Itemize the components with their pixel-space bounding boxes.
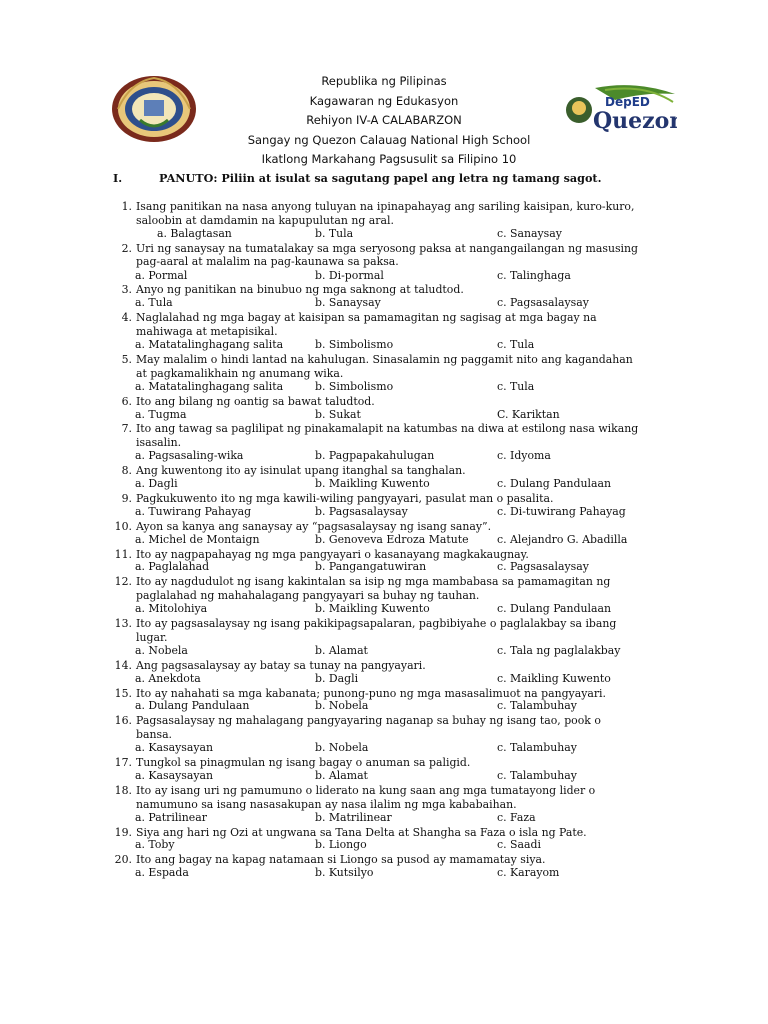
question-number: 16. <box>114 714 132 728</box>
answer-options <box>157 227 717 241</box>
option-c: c. Tala ng paglalakbay <box>497 643 621 657</box>
question-text <box>136 464 696 478</box>
answer-options <box>135 533 695 547</box>
question-text-line: Pagkukuwento ito ng mga kawili-wiling pangyayari, pasulat man o pasalita. <box>136 491 554 505</box>
option-a: a. Tugma <box>135 407 187 421</box>
answer-options <box>135 644 695 658</box>
answer-options <box>135 477 695 491</box>
option-c: c. Pagsasalaysay <box>497 560 589 574</box>
question-text <box>136 714 696 742</box>
question-text-line: Isang panitikan na nasa anyong tuluyan na ipinapahayag ang sariling kaisipan, kuro-kuro, <box>136 200 635 213</box>
question-text-line: Ang kuwentong ito ay isinulat upang itanghal sa tanghalan. <box>136 464 466 478</box>
option-c: c. Tula <box>497 338 535 351</box>
question-number: 11. <box>114 547 132 561</box>
question-text-line: Ang pagsasalaysay ay batay sa tunay na pangyayari. <box>136 658 426 672</box>
question-number: 17. <box>114 756 132 769</box>
question-text-line: Siya ang hari ng Ozi at ungwana sa Tana Delta at Shangha sa Faza o isla ng Pate. <box>136 825 587 839</box>
option-a: a. Toby <box>135 838 175 852</box>
option-a: a. Paglalahad <box>135 560 210 574</box>
option-b: b. Simbolismo <box>315 338 394 351</box>
answer-options <box>135 672 695 686</box>
question-text <box>136 311 696 339</box>
question-text <box>136 242 696 270</box>
question-text <box>136 784 696 812</box>
question-text <box>136 422 696 450</box>
option-b: b. Kutsilyo <box>315 866 374 880</box>
instruction-number: I. <box>113 171 123 185</box>
option-a: a. Dulang Pandulaan <box>135 699 250 713</box>
question-text <box>136 659 696 673</box>
question-text <box>136 492 696 506</box>
option-c: c. Talambuhay <box>497 768 577 782</box>
option-c: c. Di-tuwirang Pahayag <box>497 504 626 518</box>
question-number: 1. <box>121 200 132 213</box>
question-number: 20. <box>114 853 132 867</box>
question-text <box>136 520 696 534</box>
option-b: b. Genoveva Edroza Matute <box>315 532 469 546</box>
question-text <box>136 395 696 409</box>
option-b: b. Simbolismo <box>315 379 394 393</box>
option-b: b. Sukat <box>315 407 361 421</box>
question-text-line: Ito ay nagdudulot ng isang kakintalan sa isip ng mga mambabasa sa pamamagitan ng <box>136 575 611 589</box>
question-text <box>136 200 696 228</box>
question-text-line: bansa. <box>136 728 173 742</box>
option-c: c. Talambuhay <box>497 699 577 713</box>
answer-options <box>135 866 695 880</box>
option-c: c. Tula <box>497 379 535 393</box>
question-text <box>136 826 696 840</box>
option-c: c. Talambuhay <box>497 741 577 755</box>
answer-options <box>135 560 695 574</box>
question-text-line: May malalim o hindi lantad na kahulugan. Sinasalamin ng paggamit nito ang kagandahan <box>136 352 633 366</box>
header-line-school: Sangay ng Quezon Calauag National High School <box>247 132 531 147</box>
option-a: a. Tuwirang Pahayag <box>135 504 252 518</box>
option-a: a. Nobela <box>135 643 188 657</box>
question-number: 19. <box>114 825 132 839</box>
deped-wordmark: DepED <box>605 95 650 109</box>
question-text <box>136 353 696 381</box>
option-a: a. Patrilinear <box>135 810 207 824</box>
question-number: 3. <box>121 283 132 297</box>
answer-options <box>135 449 695 463</box>
question-text-line: Ito ay nagpapahayag ng mga pangyayari o kasanayang magkakaugnay. <box>136 547 529 561</box>
answer-options <box>135 338 695 352</box>
question-text-line: saloobin at damdamin na kapupulutan ng aral. <box>136 213 394 227</box>
option-a: a. Matatalinghagang salita <box>135 379 284 393</box>
header-line-republic: Republika ng Pilipinas <box>321 74 447 88</box>
question-text <box>136 548 696 562</box>
question-text-line: Ayon sa kanya ang sanaysay ay “pagsasalaysay ng isang sanay”. <box>136 519 492 533</box>
option-a: a. Espada <box>135 866 189 880</box>
option-a: a. Anekdota <box>135 671 201 685</box>
option-b: b. Nobela <box>315 699 369 713</box>
option-a: a. Kasaysayan <box>135 768 214 782</box>
question-text-line: Anyo ng panitikan na binubuo ng mga saknong at taludtod. <box>136 283 464 297</box>
question-number: 6. <box>121 394 132 408</box>
option-a: a. Pormal <box>135 268 188 282</box>
question-number: 18. <box>114 783 132 797</box>
answer-options <box>135 505 695 519</box>
question-text <box>136 617 696 645</box>
instruction-text: PANUTO: Piliin at isulat sa sagutang papel ang letra ng tamang sagot. <box>159 171 602 185</box>
question-text-line: mahiwaga at metapisikal. <box>136 324 278 338</box>
question-text-line: Ito ay pagsasalaysay ng isang pakikipagsapalaran, pagbibiyahe o paglalakbay sa ibang <box>136 617 617 630</box>
question-number: 15. <box>114 686 132 700</box>
answer-options <box>135 269 695 283</box>
answer-options <box>135 296 695 310</box>
question-text-line: Ito ang tawag sa paglilipat ng pinakamalapit na katumbas na diwa at estilong nasa wikang <box>136 422 639 436</box>
document-header <box>0 72 768 170</box>
option-b: b. Matrilinear <box>315 810 392 824</box>
option-b: b. Pangangatuwiran <box>315 560 427 574</box>
option-c: c. Talinghaga <box>497 268 571 282</box>
option-b: b. Liongo <box>315 838 367 852</box>
option-a: a. Tula <box>135 296 173 310</box>
option-c: c. Maikling Kuwento <box>497 671 611 685</box>
question-number: 12. <box>114 575 132 589</box>
question-text <box>136 575 696 603</box>
question-text <box>136 853 696 867</box>
answer-options <box>135 380 695 394</box>
question-text-line: pag-aaral at malalim na pag-kaunawa sa paksa. <box>136 255 399 269</box>
option-b: b. Pagsasalaysay <box>315 504 408 518</box>
option-c: c. Alejandro G. Abadilla <box>497 532 628 546</box>
option-a: a. Pagsasaling-wika <box>135 449 244 463</box>
question-number: 2. <box>121 241 132 255</box>
option-b: b. Nobela <box>315 741 369 755</box>
question-number: 5. <box>121 352 132 366</box>
option-a: a. Michel de Montaign <box>135 532 260 546</box>
question-text-line: Ito ay nahahati sa mga kabanata; punong-puno ng mga masasalimuot na pangyayari. <box>136 686 606 700</box>
header-line-region: Rehiyon IV-A CALABARZON <box>306 113 462 128</box>
question-number: 14. <box>114 658 132 672</box>
option-a: a. Dagli <box>135 477 178 490</box>
option-b: b. Alamat <box>315 768 368 782</box>
answer-options <box>135 811 695 825</box>
question-text-line: namumuno sa isang nasasakupan ay nasa ilalim ng mga kababaihan. <box>136 797 517 811</box>
question-text-line: Ito ay isang uri ng pamumuno o liderato na kung saan ang mga tumatayong lider o <box>136 783 596 797</box>
option-a: a. Balagtasan <box>157 226 232 240</box>
header-line-department: Kagawaran ng Edukasyon <box>309 93 459 108</box>
option-b: b. Di-pormal <box>315 268 384 282</box>
option-b: b. Maikling Kuwento <box>315 602 430 616</box>
option-c: c. Karayom <box>497 866 560 880</box>
option-a: a. Kasaysayan <box>135 741 214 755</box>
option-c: C. Kariktan <box>497 407 560 421</box>
question-text-line: Ito ang bilang ng oantig sa bawat taludtod. <box>136 394 375 408</box>
answer-options <box>135 408 695 422</box>
question-text-line: Ito ang bagay na kapag natamaan si Liongo sa pusod ay mamamatay siya. <box>136 853 546 867</box>
question-number: 13. <box>114 617 132 630</box>
question-number: 9. <box>121 491 132 505</box>
option-c: c. Pagsasalaysay <box>497 296 589 310</box>
question-number: 8. <box>121 464 132 478</box>
question-text <box>136 283 696 297</box>
header-line-exam-title: Ikatlong Markahang Pagsusulit sa Filipino 10 <box>261 152 517 167</box>
question-text-line: paglalahad ng mahahalagang pangyayari sa buhay ng tauhan. <box>136 589 480 603</box>
question-text-line: lugar. <box>136 630 168 644</box>
question-text-line: Uri ng sanaysay na tumatalakay sa mga seryosong paksa at nangangailangan ng masusing <box>136 241 639 255</box>
option-b: b. Maikling Kuwento <box>315 477 430 490</box>
question-text-line: at pagkamalikhain ng anumang wika. <box>136 366 344 380</box>
option-b: b. Alamat <box>315 643 368 657</box>
quezon-wordmark: Quezon <box>593 108 677 134</box>
question-text-line: Naglalahad ng mga bagay at kaisipan sa pamamagitan ng sagisag at mga bagay na <box>136 311 597 325</box>
question-text-line: isasalin. <box>136 436 182 450</box>
option-b: b. Tula <box>315 226 354 240</box>
option-c: c. Dulang Pandulaan <box>497 477 612 490</box>
answer-options <box>135 838 695 852</box>
option-c: c. Saadi <box>497 838 541 852</box>
question-number: 10. <box>114 519 132 533</box>
question-text <box>136 687 696 701</box>
answer-options <box>135 602 695 616</box>
question-text-line: Pagsasalaysay ng mahalagang pangyayaring naganap sa buhay ng isang tao, pook o <box>136 714 601 728</box>
question-text <box>136 756 696 770</box>
answer-options <box>135 741 695 755</box>
option-c: c. Sanaysay <box>497 226 562 240</box>
question-number: 4. <box>121 311 132 325</box>
answer-options <box>135 699 695 713</box>
option-b: b. Pagpapakahulugan <box>315 449 435 463</box>
question-text-line: Tungkol sa pinagmulan ng isang bagay o anuman sa paligid. <box>136 756 471 769</box>
option-c: c. Dulang Pandulaan <box>497 602 612 616</box>
option-c: c. Idyoma <box>497 449 551 463</box>
answer-options <box>135 769 695 783</box>
question-number: 7. <box>121 422 132 436</box>
option-b: b. Sanaysay <box>315 296 381 310</box>
option-c: c. Faza <box>497 810 536 824</box>
option-a: a. Matatalinghagang salita <box>135 338 284 351</box>
option-a: a. Mitolohiya <box>135 602 208 616</box>
option-b: b. Dagli <box>315 671 359 685</box>
